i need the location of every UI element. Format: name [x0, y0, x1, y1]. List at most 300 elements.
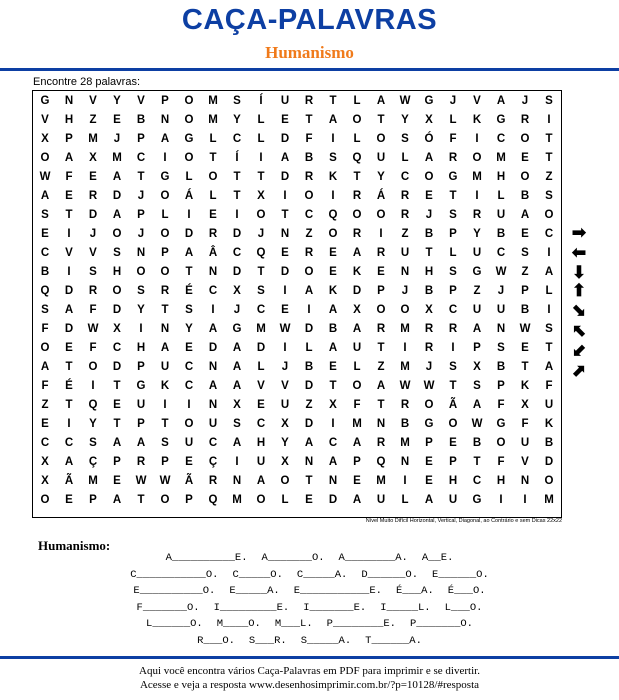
grid-cell[interactable]: C [40, 436, 50, 449]
grid-cell[interactable]: A [544, 360, 554, 373]
grid-cell[interactable]: A [304, 284, 314, 297]
grid-cell[interactable]: T [161, 417, 169, 430]
grid-cell[interactable]: P [89, 493, 97, 506]
grid-cell[interactable]: O [184, 417, 194, 430]
grid-cell[interactable]: Z [89, 113, 97, 126]
grid-cell[interactable]: F [41, 379, 49, 392]
grid-cell[interactable]: V [41, 113, 49, 126]
grid-cell[interactable]: F [41, 322, 49, 335]
grid-cell[interactable]: I [91, 379, 95, 392]
grid-cell[interactable]: D [304, 417, 314, 430]
grid-cell[interactable]: E [521, 341, 529, 354]
grid-cell[interactable]: R [376, 322, 386, 335]
grid-cell[interactable]: A [208, 322, 218, 335]
grid-cell[interactable]: I [523, 493, 527, 506]
grid-cell[interactable]: A [112, 493, 122, 506]
grid-cell[interactable]: A [328, 113, 338, 126]
grid-cell[interactable]: H [136, 341, 146, 354]
grid-cell[interactable]: T [329, 379, 337, 392]
grid-cell[interactable]: Ó [424, 132, 434, 145]
grid-cell[interactable]: V [257, 379, 265, 392]
grid-cell[interactable]: N [208, 265, 218, 278]
grid-cell[interactable]: C [400, 170, 410, 183]
grid-cell[interactable]: R [520, 113, 530, 126]
grid-cell[interactable]: E [425, 455, 433, 468]
grid-cell[interactable]: J [401, 284, 409, 297]
grid-cell[interactable]: H [424, 265, 434, 278]
grid-cell[interactable]: Ç [208, 455, 218, 468]
grid-cell[interactable]: M [88, 474, 98, 487]
grid-cell[interactable]: O [496, 436, 506, 449]
grid-cell[interactable]: I [403, 474, 407, 487]
grid-cell[interactable]: Z [521, 265, 529, 278]
grid-cell[interactable]: G [40, 94, 50, 107]
grid-cell[interactable]: W [39, 170, 51, 183]
grid-cell[interactable]: V [65, 246, 73, 259]
grid-cell[interactable]: E [329, 265, 337, 278]
grid-cell[interactable]: X [425, 113, 433, 126]
grid-cell[interactable]: B [136, 113, 146, 126]
grid-cell[interactable]: X [329, 398, 337, 411]
grid-cell[interactable]: T [449, 189, 457, 202]
grid-cell[interactable]: M [472, 170, 482, 183]
grid-cell[interactable]: I [451, 341, 455, 354]
grid-cell[interactable]: S [329, 151, 337, 164]
grid-cell[interactable]: H [496, 170, 506, 183]
grid-cell[interactable]: W [279, 322, 291, 335]
grid-cell[interactable]: I [187, 398, 191, 411]
grid-cell[interactable]: É [185, 284, 193, 297]
grid-cell[interactable]: O [304, 189, 314, 202]
grid-cell[interactable]: C [544, 227, 554, 240]
grid-cell[interactable]: V [137, 94, 145, 107]
grid-cell[interactable]: S [545, 322, 553, 335]
grid-cell[interactable]: C [472, 474, 482, 487]
grid-cell[interactable]: T [209, 151, 217, 164]
grid-cell[interactable]: T [449, 379, 457, 392]
grid-cell[interactable]: I [283, 189, 287, 202]
grid-cell[interactable]: R [400, 208, 410, 221]
grid-cell[interactable]: A [112, 170, 122, 183]
grid-cell[interactable]: A [64, 455, 74, 468]
grid-cell[interactable]: W [159, 474, 171, 487]
grid-cell[interactable]: A [232, 436, 242, 449]
grid-cell[interactable]: W [399, 94, 411, 107]
grid-cell[interactable]: S [521, 246, 529, 259]
grid-cell[interactable]: I [379, 227, 383, 240]
grid-cell[interactable]: Y [401, 113, 409, 126]
grid-cell[interactable]: O [544, 208, 554, 221]
grid-cell[interactable]: B [424, 284, 434, 297]
grid-cell[interactable]: H [496, 474, 506, 487]
grid-cell[interactable]: I [283, 284, 287, 297]
grid-cell[interactable]: X [281, 417, 289, 430]
grid-cell[interactable]: T [281, 208, 289, 221]
grid-cell[interactable]: O [544, 474, 554, 487]
grid-cell[interactable]: Y [137, 303, 145, 316]
grid-cell[interactable]: B [472, 436, 482, 449]
grid-cell[interactable]: G [160, 170, 170, 183]
grid-cell[interactable]: U [352, 341, 362, 354]
grid-cell[interactable]: Z [545, 170, 553, 183]
grid-cell[interactable]: O [424, 170, 434, 183]
grid-cell[interactable]: P [113, 455, 121, 468]
grid-cell[interactable]: F [353, 398, 361, 411]
grid-cell[interactable]: L [449, 246, 457, 259]
grid-cell[interactable]: K [160, 379, 170, 392]
grid-cell[interactable]: F [65, 170, 73, 183]
grid-cell[interactable]: P [65, 132, 73, 145]
grid-cell[interactable]: T [473, 455, 481, 468]
grid-cell[interactable]: I [307, 303, 311, 316]
grid-cell[interactable]: U [376, 493, 386, 506]
grid-cell[interactable]: I [187, 208, 191, 221]
grid-cell[interactable]: S [89, 436, 97, 449]
grid-cell[interactable]: I [163, 398, 167, 411]
grid-cell[interactable]: M [400, 322, 410, 335]
grid-cell[interactable]: V [473, 94, 481, 107]
grid-cell[interactable]: A [232, 341, 242, 354]
grid-cell[interactable]: O [256, 493, 266, 506]
grid-cell[interactable]: A [424, 493, 434, 506]
grid-cell[interactable]: Y [281, 436, 289, 449]
grid-cell[interactable]: G [424, 94, 434, 107]
grid-cell[interactable]: C [496, 246, 506, 259]
grid-cell[interactable]: T [377, 398, 385, 411]
grid-cell[interactable]: L [257, 113, 265, 126]
grid-cell[interactable]: L [353, 94, 361, 107]
grid-cell[interactable]: L [209, 132, 217, 145]
grid-cell[interactable]: I [139, 322, 143, 335]
grid-cell[interactable]: U [280, 398, 290, 411]
grid-cell[interactable]: I [67, 227, 71, 240]
grid-cell[interactable]: O [520, 132, 530, 145]
grid-cell[interactable]: O [184, 113, 194, 126]
grid-cell[interactable]: N [160, 322, 170, 335]
grid-cell[interactable]: R [208, 227, 218, 240]
grid-cell[interactable]: N [400, 455, 410, 468]
grid-cell[interactable]: K [352, 265, 362, 278]
grid-cell[interactable]: E [65, 493, 73, 506]
grid-cell[interactable]: O [160, 189, 170, 202]
grid-cell[interactable]: O [448, 417, 458, 430]
grid-cell[interactable]: É [65, 379, 73, 392]
grid-cell[interactable]: T [305, 113, 313, 126]
grid-cell[interactable]: A [496, 94, 506, 107]
grid-cell[interactable]: T [545, 341, 553, 354]
grid-cell[interactable]: G [424, 417, 434, 430]
grid-cell[interactable]: G [472, 493, 482, 506]
grid-cell[interactable]: T [257, 265, 265, 278]
grid-cell[interactable]: N [208, 360, 218, 373]
grid-cell[interactable]: Q [88, 398, 98, 411]
grid-cell[interactable]: E [41, 227, 49, 240]
grid-cell[interactable]: O [40, 493, 50, 506]
grid-cell[interactable]: X [41, 132, 49, 145]
grid-cell[interactable]: Y [473, 227, 481, 240]
grid-cell[interactable]: R [352, 227, 362, 240]
grid-cell[interactable]: S [449, 208, 457, 221]
grid-cell[interactable]: O [40, 151, 50, 164]
grid-cell[interactable]: E [209, 208, 217, 221]
grid-cell[interactable]: C [496, 132, 506, 145]
grid-cell[interactable]: R [448, 322, 458, 335]
grid-cell[interactable]: E [41, 417, 49, 430]
grid-cell[interactable]: T [161, 303, 169, 316]
grid-cell[interactable]: X [473, 360, 481, 373]
grid-cell[interactable]: T [137, 493, 145, 506]
grid-cell[interactable]: J [137, 189, 145, 202]
grid-cell[interactable]: P [449, 455, 457, 468]
grid-cell[interactable]: N [376, 417, 386, 430]
grid-cell[interactable]: V [281, 379, 289, 392]
grid-cell[interactable]: A [160, 132, 170, 145]
grid-cell[interactable]: Z [377, 360, 385, 373]
grid-cell[interactable]: A [352, 436, 362, 449]
grid-cell[interactable]: R [304, 170, 314, 183]
grid-cell[interactable]: R [160, 284, 170, 297]
grid-cell[interactable]: S [41, 208, 49, 221]
grid-cell[interactable]: Y [377, 170, 385, 183]
grid-cell[interactable]: D [64, 322, 74, 335]
grid-cell[interactable]: L [449, 113, 457, 126]
grid-cell[interactable]: A [280, 151, 290, 164]
grid-cell[interactable]: F [449, 132, 457, 145]
grid-cell[interactable]: S [113, 246, 121, 259]
grid-cell[interactable]: A [472, 322, 482, 335]
grid-cell[interactable]: P [449, 284, 457, 297]
grid-cell[interactable]: O [400, 303, 410, 316]
grid-cell[interactable]: N [136, 246, 146, 259]
grid-cell[interactable]: U [136, 398, 146, 411]
grid-cell[interactable]: L [209, 189, 217, 202]
grid-cell[interactable]: Í [259, 94, 263, 107]
grid-cell[interactable]: C [40, 246, 50, 259]
grid-cell[interactable]: C [328, 436, 338, 449]
grid-cell[interactable]: U [184, 436, 194, 449]
grid-cell[interactable]: U [400, 246, 410, 259]
grid-cell[interactable]: G [496, 113, 506, 126]
grid-cell[interactable]: E [425, 189, 433, 202]
grid-cell[interactable]: N [304, 455, 314, 468]
grid-cell[interactable]: O [472, 151, 482, 164]
grid-cell[interactable]: S [449, 360, 457, 373]
grid-cell[interactable]: V [89, 94, 97, 107]
grid-cell[interactable]: I [235, 455, 239, 468]
grid-cell[interactable]: L [257, 132, 265, 145]
grid-cell[interactable]: D [64, 284, 74, 297]
grid-cell[interactable]: F [89, 341, 97, 354]
grid-cell[interactable]: T [353, 170, 361, 183]
grid-cell[interactable]: O [112, 284, 122, 297]
grid-cell[interactable]: S [545, 189, 553, 202]
grid-cell[interactable]: B [40, 265, 50, 278]
grid-cell[interactable]: B [424, 227, 434, 240]
grid-cell[interactable]: D [112, 303, 122, 316]
grid-cell[interactable]: I [499, 493, 503, 506]
grid-cell[interactable]: N [520, 474, 530, 487]
grid-cell[interactable]: N [160, 113, 170, 126]
grid-cell[interactable]: D [304, 379, 314, 392]
grid-cell[interactable]: Â [208, 246, 218, 259]
grid-cell[interactable]: Z [401, 227, 409, 240]
grid-cell[interactable]: R [400, 398, 410, 411]
grid-cell[interactable]: N [496, 322, 506, 335]
grid-cell[interactable]: D [256, 341, 266, 354]
grid-cell[interactable]: G [472, 265, 482, 278]
grid-cell[interactable]: A [328, 303, 338, 316]
grid-cell[interactable]: P [137, 132, 145, 145]
grid-cell[interactable]: D [184, 227, 194, 240]
grid-cell[interactable]: U [472, 303, 482, 316]
grid-cell[interactable]: M [232, 493, 242, 506]
grid-cell[interactable]: K [472, 113, 482, 126]
grid-cell[interactable]: V [89, 246, 97, 259]
grid-cell[interactable]: D [352, 284, 362, 297]
grid-cell[interactable]: C [448, 303, 458, 316]
grid-cell[interactable]: F [305, 132, 313, 145]
grid-cell[interactable]: I [475, 189, 479, 202]
grid-cell[interactable]: Y [89, 417, 97, 430]
grid-cell[interactable]: Y [113, 94, 121, 107]
grid-cell[interactable]: O [376, 132, 386, 145]
grid-cell[interactable]: U [256, 455, 266, 468]
grid-cell[interactable]: S [137, 284, 145, 297]
grid-cell[interactable]: X [281, 455, 289, 468]
grid-cell[interactable]: S [41, 303, 49, 316]
grid-cell[interactable]: L [497, 189, 505, 202]
grid-cell[interactable]: A [232, 379, 242, 392]
grid-cell[interactable]: U [208, 417, 218, 430]
grid-cell[interactable]: X [233, 398, 241, 411]
grid-cell[interactable]: N [64, 94, 74, 107]
grid-cell[interactable]: A [352, 493, 362, 506]
grid-cell[interactable]: M [400, 360, 410, 373]
grid-cell[interactable]: C [232, 132, 242, 145]
grid-cell[interactable]: A [544, 265, 554, 278]
grid-cell[interactable]: L [281, 493, 289, 506]
grid-cell[interactable]: A [328, 455, 338, 468]
grid-cell[interactable]: F [89, 303, 97, 316]
grid-cell[interactable]: O [328, 227, 338, 240]
grid-cell[interactable]: Ç [88, 455, 98, 468]
grid-cell[interactable]: Q [208, 493, 218, 506]
grid-cell[interactable]: A [352, 322, 362, 335]
grid-cell[interactable]: T [113, 417, 121, 430]
grid-cell[interactable]: K [520, 379, 530, 392]
grid-cell[interactable]: I [331, 189, 335, 202]
grid-cell[interactable]: E [329, 360, 337, 373]
grid-cell[interactable]: K [544, 417, 554, 430]
grid-cell[interactable]: A [472, 398, 482, 411]
grid-cell[interactable]: Z [305, 227, 313, 240]
grid-cell[interactable]: P [137, 208, 145, 221]
grid-cell[interactable]: X [257, 189, 265, 202]
grid-cell[interactable]: L [545, 284, 553, 297]
grid-cell[interactable]: O [40, 341, 50, 354]
grid-cell[interactable]: N [208, 398, 218, 411]
grid-cell[interactable]: A [112, 436, 122, 449]
grid-cell[interactable]: S [233, 417, 241, 430]
grid-cell[interactable]: P [449, 227, 457, 240]
grid-cell[interactable]: B [544, 436, 554, 449]
grid-cell[interactable]: L [353, 360, 361, 373]
grid-cell[interactable]: B [496, 360, 506, 373]
grid-cell[interactable]: U [496, 303, 506, 316]
grid-cell[interactable]: E [185, 455, 193, 468]
grid-cell[interactable]: Á [184, 189, 194, 202]
grid-cell[interactable]: J [137, 227, 145, 240]
grid-cell[interactable]: A [424, 151, 434, 164]
grid-cell[interactable]: M [544, 493, 554, 506]
grid-cell[interactable]: I [259, 151, 263, 164]
grid-cell[interactable]: P [137, 417, 145, 430]
grid-cell[interactable]: J [425, 208, 433, 221]
grid-cell[interactable]: X [425, 303, 433, 316]
grid-cell[interactable]: D [544, 455, 554, 468]
grid-cell[interactable]: X [41, 474, 49, 487]
grid-cell[interactable]: H [256, 436, 266, 449]
grid-cell[interactable]: O [256, 208, 266, 221]
grid-cell[interactable]: U [472, 246, 482, 259]
grid-cell[interactable]: O [88, 360, 98, 373]
grid-cell[interactable]: M [352, 417, 362, 430]
grid-cell[interactable]: C [112, 341, 122, 354]
grid-cell[interactable]: A [40, 360, 50, 373]
grid-cell[interactable]: R [400, 189, 410, 202]
grid-cell[interactable]: J [521, 94, 529, 107]
grid-cell[interactable]: S [401, 132, 409, 145]
grid-cell[interactable]: E [521, 227, 529, 240]
grid-cell[interactable]: T [545, 132, 553, 145]
grid-cell[interactable]: D [280, 170, 290, 183]
grid-cell[interactable]: O [208, 170, 218, 183]
grid-cell[interactable]: E [521, 151, 529, 164]
grid-cell[interactable]: E [329, 246, 337, 259]
grid-cell[interactable]: Y [185, 322, 193, 335]
grid-cell[interactable]: M [400, 436, 410, 449]
grid-cell[interactable]: C [256, 417, 266, 430]
grid-cell[interactable]: A [304, 436, 314, 449]
grid-cell[interactable]: N [280, 227, 290, 240]
grid-cell[interactable]: O [160, 265, 170, 278]
grid-cell[interactable]: A [208, 379, 218, 392]
grid-cell[interactable]: U [520, 436, 530, 449]
grid-cell[interactable]: T [233, 189, 241, 202]
grid-cell[interactable]: A [64, 151, 74, 164]
grid-cell[interactable]: E [305, 493, 313, 506]
grid-cell[interactable]: P [353, 455, 361, 468]
grid-cell[interactable]: R [304, 246, 314, 259]
grid-cell[interactable]: Á [376, 189, 386, 202]
grid-cell[interactable]: C [184, 360, 194, 373]
grid-cell[interactable]: A [40, 189, 50, 202]
grid-cell[interactable]: D [232, 265, 242, 278]
grid-cell[interactable]: J [425, 360, 433, 373]
grid-cell[interactable]: E [65, 341, 73, 354]
grid-cell[interactable]: O [376, 303, 386, 316]
grid-cell[interactable]: A [376, 379, 386, 392]
grid-cell[interactable]: O [184, 94, 194, 107]
grid-cell[interactable]: B [400, 417, 410, 430]
grid-cell[interactable]: W [87, 322, 99, 335]
grid-cell[interactable]: D [280, 265, 290, 278]
grid-cell[interactable]: R [376, 436, 386, 449]
grid-cell[interactable]: X [353, 303, 361, 316]
grid-cell[interactable]: Ã [448, 398, 458, 411]
grid-cell[interactable]: C [304, 208, 314, 221]
grid-cell[interactable]: X [89, 151, 97, 164]
